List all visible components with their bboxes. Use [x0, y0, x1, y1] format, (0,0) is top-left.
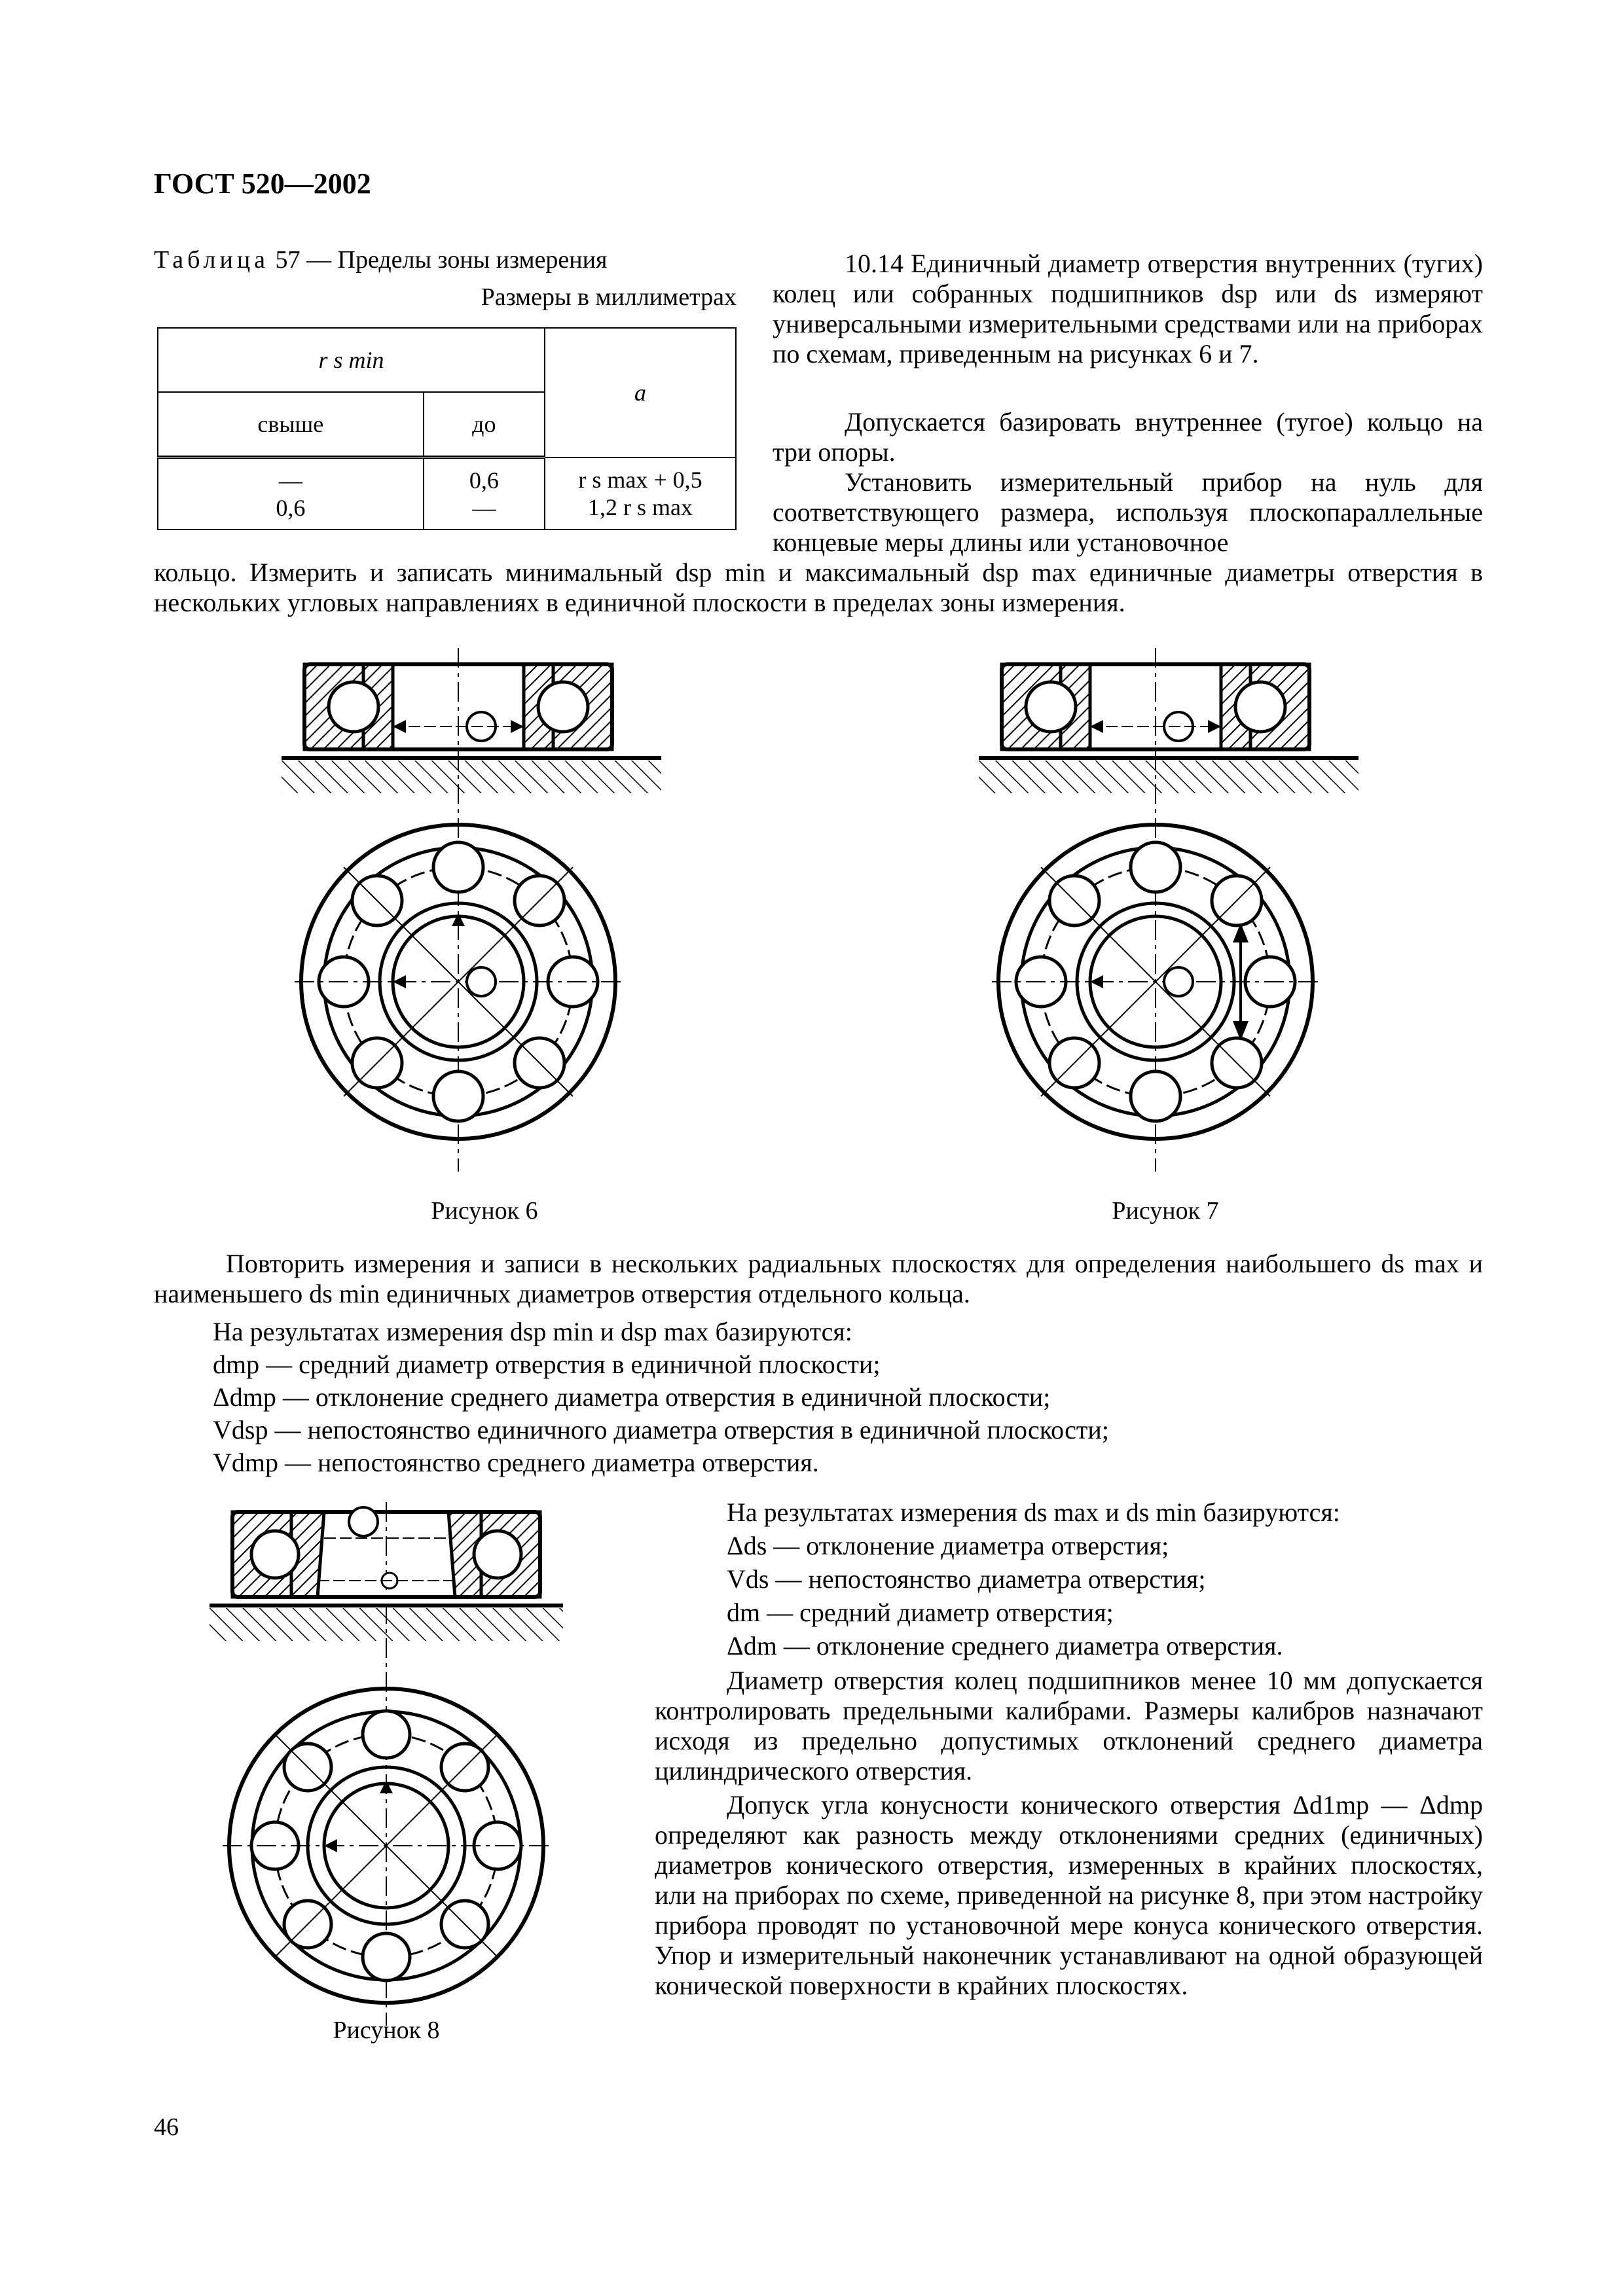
- definition-delta-dmp: Δdmp — отклонение среднего диаметра отверстия в единичной плоскости;: [213, 1382, 1051, 1412]
- document-header: ГОСТ 520—2002: [154, 168, 371, 200]
- definition-delta-dm: Δdm — отклонение среднего диаметра отверстия.: [727, 1631, 1283, 1660]
- figure-7-caption: Рисунок 7: [1112, 1197, 1219, 1225]
- figure-8-caption: Рисунок 8: [333, 2017, 440, 2044]
- paragraph-setup-b: кольцо. Измерить и записать минимальный dsp min и максимальный dsp max единичные диаметры отверстия в нескольких угловых направлениях в единичной плоскости в пределах зоны измерения.: [154, 558, 1483, 617]
- definitions-list-1: [213, 1316, 1483, 1479]
- paragraph-setup-a: Установить измерительный прибор на нуль для соответствующего размера, используя плоскопараллельные концевые меры длины или установочное: [773, 467, 1483, 557]
- paragraph-supports: Допускается базировать внутреннее (тугое) кольцо на три опоры.: [773, 407, 1483, 467]
- definition-intro: На результатах измерения dsp min и dsp max базируются:: [213, 1317, 852, 1346]
- paragraph-taper: Допуск угла конусности конического отверстия Δd1mp — Δdmp определяют как разность между отклонениями средних (единичных) диаметров конического отверстия, измеренных в крайних плоскостях, или на приборах по схеме, приведенной на рисунке 8, при этом настройку прибора проводят по установочной мере конуса конического отверстия. Упор и измерительный наконечник устанавливают на одной образующей конической поверхности в крайних плоскостях.: [655, 1790, 1483, 2000]
- definitions-list-2: [727, 1496, 1486, 1662]
- table-units: Размеры в миллиметрах: [481, 283, 737, 311]
- table-cell-a: r s max + 0,5 1,2 r s max: [545, 457, 736, 530]
- paragraph-repeat: Повторить измерения и записи в нескольких радиальных плоскостях для определения наибольшего ds max и наименьшего ds min единичных диаметров отверстия отдельного кольца.: [154, 1249, 1483, 1308]
- paragraph-10-14: 10.14 Единичный диаметр отверстия внутренних (тугих) колец или собранных подшипников dsp или ds измеряют универсальными измерительными средствами или на приборах по схемам, приведенным на рисунках 6 и 7.: [773, 249, 1483, 368]
- table-cell-from: — 0,6: [158, 457, 424, 530]
- col-header-rsmin: r s min: [158, 328, 545, 392]
- col-header-a: a: [545, 328, 736, 457]
- col-header-from: свыше: [158, 392, 424, 457]
- definition-delta-ds: Δds — отклонение диаметра отверстия;: [727, 1531, 1169, 1560]
- figure-7-drawing: [966, 648, 1372, 1172]
- table-title: Таблица 57 — Пределы зоны измерения: [154, 246, 608, 274]
- definition-dmp: dmp — средний диаметр отверстия в единичной плоскости;: [213, 1350, 881, 1379]
- col-header-to: до: [424, 392, 545, 457]
- definition-vdsp: Vdsp — непостоянство единичного диаметра отверстия в единичной плоскости;: [213, 1415, 1109, 1444]
- table-cell-to: 0,6 —: [424, 457, 545, 530]
- figure-6-caption: Рисунок 6: [431, 1197, 538, 1225]
- definition-vdmp: Vdmp — непостоянство среднего диаметра отверстия.: [213, 1448, 819, 1477]
- page-number: 46: [154, 2113, 179, 2141]
- limits-table: [157, 327, 737, 530]
- definition-dm: dm — средний диаметр отверстия;: [727, 1598, 1114, 1627]
- figure-6-drawing: [268, 648, 674, 1172]
- definition-intro-2: На результатах измерения ds max и ds min базируются:: [727, 1498, 1340, 1527]
- paragraph-gauges: Диаметр отверстия колец подшипников менее 10 мм допускается контролировать предельными калибрами. Размеры калибров назначают исходя из предельно допустимых отклонений среднего диаметра цилиндрического отверстия.: [655, 1666, 1483, 1785]
- definition-vds: Vds — непостоянство диаметра отверстия;: [727, 1564, 1206, 1594]
- figure-8-drawing: [203, 1502, 570, 2026]
